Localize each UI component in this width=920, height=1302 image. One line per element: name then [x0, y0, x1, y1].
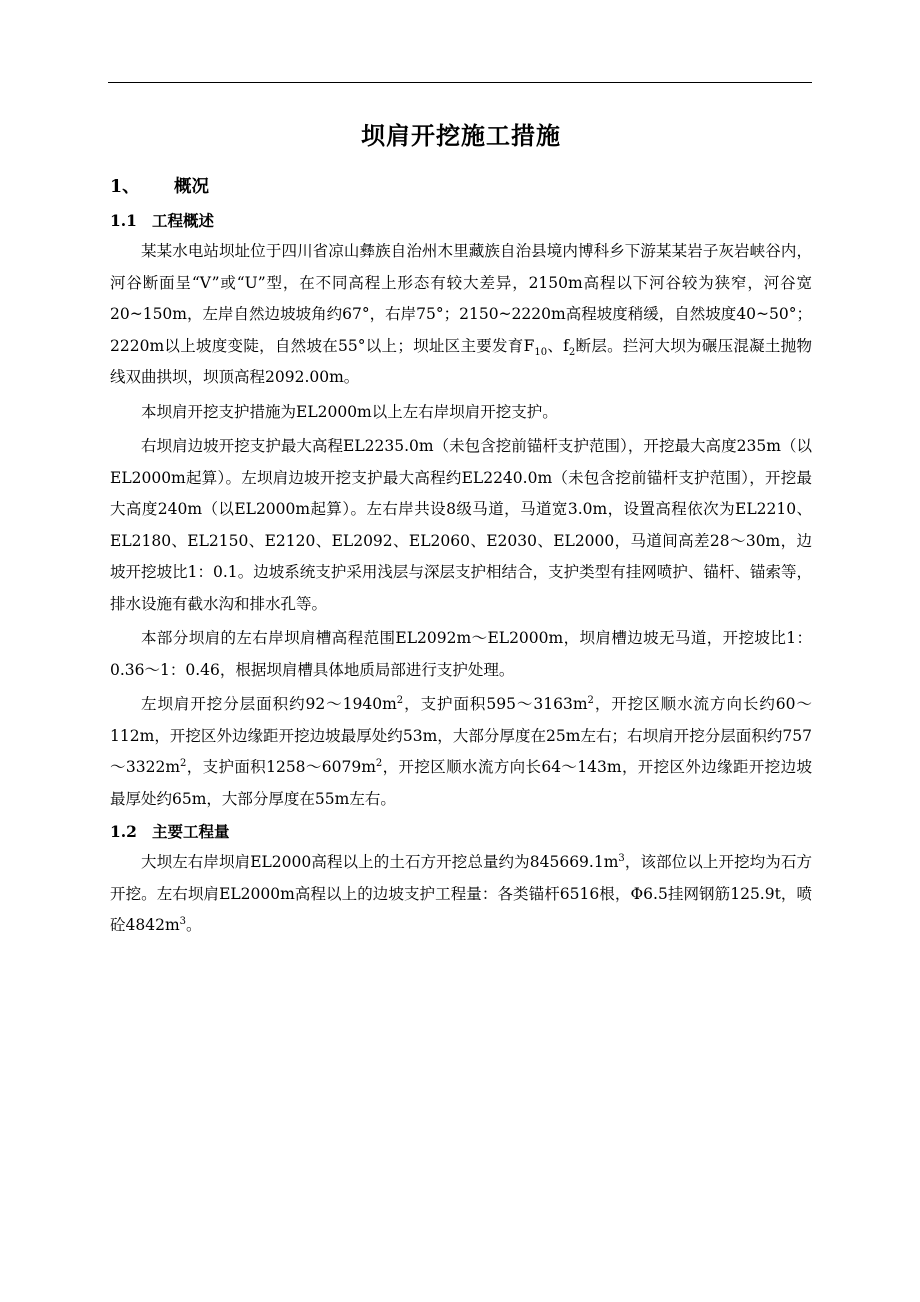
paragraph-site-overview: 某某水电站坝址位于四川省凉山彝族自治州木里藏族自治县境内博科乡下游某某岩子灰岩峡谷内，河谷断面呈“V”或“U”型，在不同高程上形态有较大差异，2150m高程以下河谷较为狭窄，河谷宽20~150m，左岸自然边坡坡角约67°，右岸75°；2150~2220m高程坡度稍缓，自然坡度40~50°；2220m以上坡度变陡，自然坡在55°以上；坝址区主要发育$F_{10}$、$f_2$断层。拦河大坝为碾压混凝土抛物线双曲拱坝，坝顶高程2092.00m。	[110, 242, 812, 386]
document-body	[110, 112, 812, 942]
section-title: 概况	[174, 177, 209, 197]
subsection-title: 工程概述	[152, 211, 215, 230]
subsection-title: 主要工程量	[152, 822, 230, 841]
section-heading-1	[110, 170, 812, 204]
section-number: 1、	[110, 177, 140, 197]
subsection-number: 1.2	[110, 822, 137, 841]
subsection-heading-1-2	[110, 817, 812, 847]
document-title: 坝肩开挖施工措施	[361, 121, 561, 150]
subsection-number: 1.1	[110, 211, 137, 230]
paragraph-slope-excavation: 右坝肩边坡开挖支护最大高程EL2235.0m（未包含挖前锚杆支护范围），开挖最大高度235m（以EL2000m起算）。左坝肩边坡开挖支护最大高程约EL2240.0m（未包含挖前锚杆支护范围），开挖最大高度240m（以EL2000m起算）。左右岸共设8级马道，马道宽3.0m，设置高程依次为EL2210、EL2180、EL2150、E2120、EL2092、EL2060、E2030、EL2000，马道间高差28～30m，边坡开挖坡比1：0.1。边坡系统支护采用浅层与深层支护相结合，支护类型有挂网喷护、锚杆、锚索等，排水设施有截水沟和排水孔等。	[110, 437, 812, 613]
paragraph-quantities: 大坝左右岸坝肩EL2000高程以上的土石方开挖总量约为$845669.1m^3$，该部位以上开挖均为石方开挖。左右坝肩EL2000m高程以上的边坡支护工程量：各类锚杆6516根，Φ6.5挂网钢筋125.9t，喷砼$4842m^3$。	[110, 852, 812, 934]
paragraph-scope: 本坝肩开挖支护措施为EL2000m以上左右岸坝肩开挖支护。	[141, 402, 558, 421]
paragraph-abutment-groove: 本部分坝肩的左右岸坝肩槽高程范围EL2092m～EL2000m，坝肩槽边坡无马道，开挖坡比1：0.36～1：0.46，根据坝肩槽具体地质局部进行支护处理。	[110, 629, 812, 679]
subsection-heading-1-1	[110, 206, 812, 236]
header-rule	[108, 82, 812, 83]
paragraph-excavation-areas: 左坝肩开挖分层面积约$92\sim 1940m^2$，支护面积$595\sim 3163m^2$，开挖区顺水流方向长约60～112m，开挖区外边缘距开挖边坡最厚处约53m，大部分厚度在25m左右；右坝肩开挖分层面积约$757\sim 3322m^2$，支护面积$1258\sim 6079m^2$，开挖区顺水流方向长64～143m，开挖区外边缘距开挖边坡最厚处约65m，大部分厚度在55m左右。	[110, 694, 812, 808]
